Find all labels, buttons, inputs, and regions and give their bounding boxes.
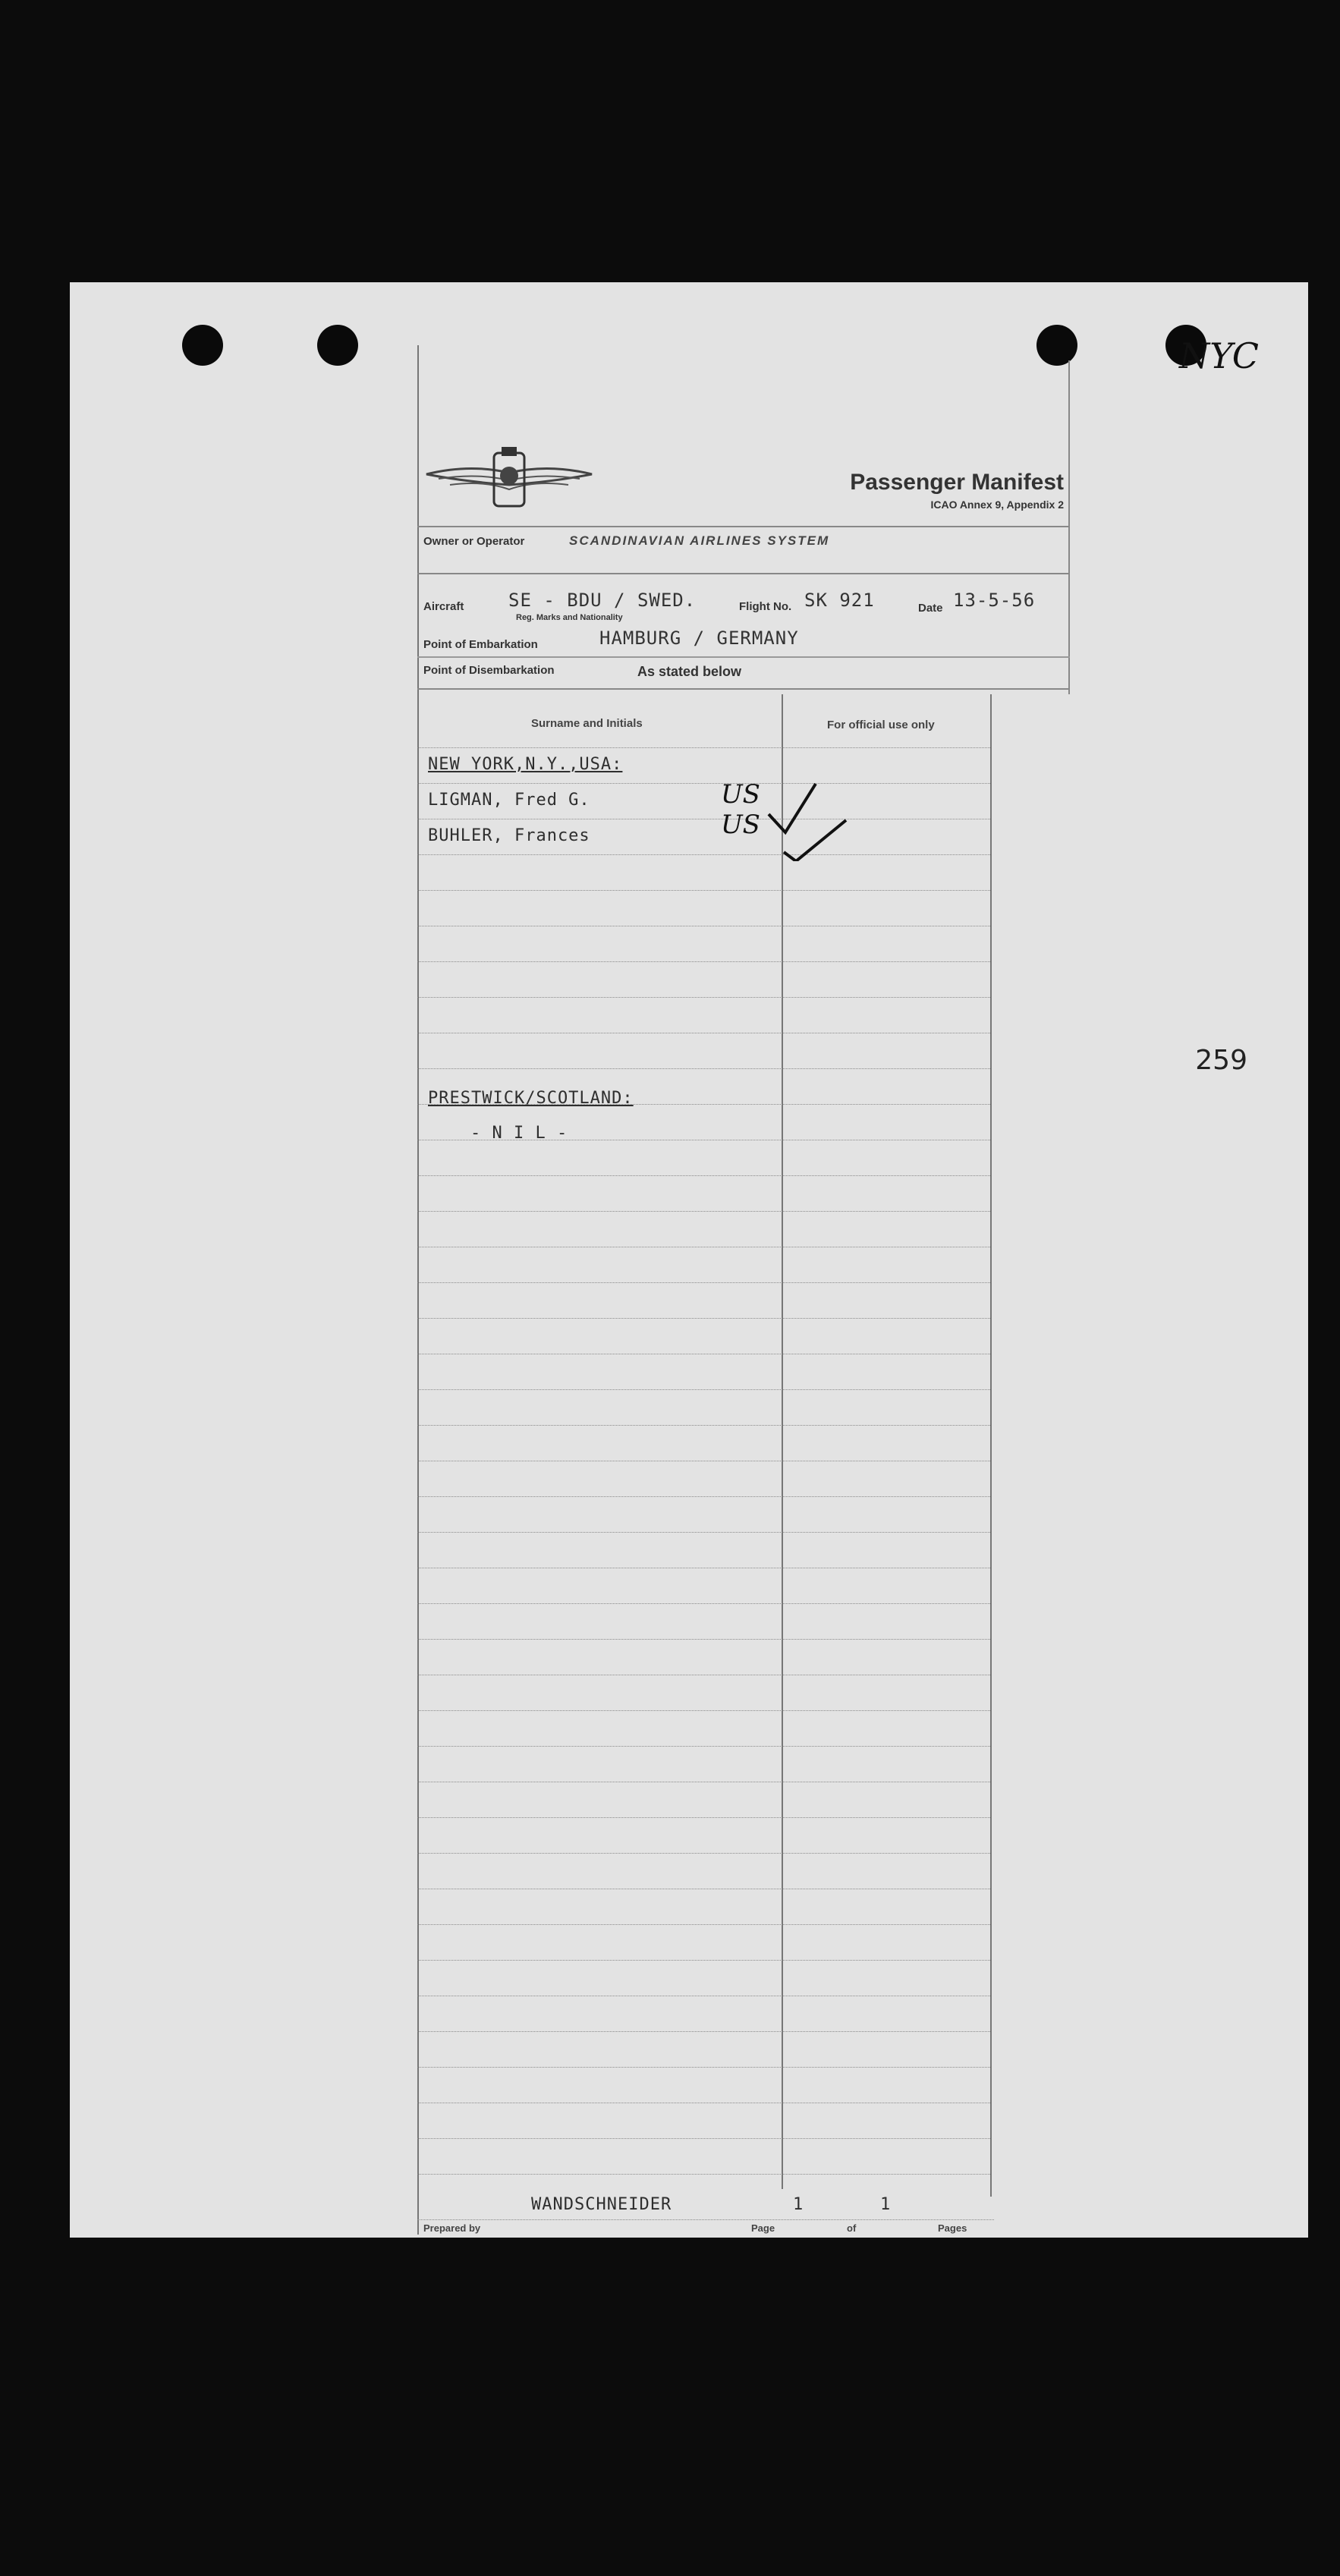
of-label: of	[847, 2222, 857, 2234]
row-rule	[417, 2031, 990, 2033]
row-rule	[417, 926, 990, 927]
flight-value: SK 921	[804, 590, 875, 611]
destination-header: PRESTWICK/SCOTLAND:	[428, 1089, 634, 1108]
row-rule	[417, 2067, 990, 2068]
form-title: Passenger Manifest	[850, 470, 1064, 495]
row-rule	[417, 1282, 990, 1284]
row-rule	[417, 1318, 990, 1319]
surname-column-header: Surname and Initials	[531, 717, 643, 730]
pages-label: Pages	[938, 2222, 967, 2234]
row-rule	[417, 1425, 990, 1426]
aircraft-label: Aircraft	[423, 600, 464, 613]
table-row: BUHLER, Frances	[428, 826, 590, 845]
checkmark-icon	[763, 770, 854, 861]
owner-value: SCANDINAVIAN AIRLINES SYSTEM	[569, 533, 830, 548]
manifest-form	[417, 345, 1070, 2235]
row-rule	[417, 1817, 990, 1819]
table-row: LIGMAN, Fred G.	[428, 791, 590, 810]
row-rule	[417, 1960, 990, 1961]
prepared-by-label: Prepared by	[423, 2222, 481, 2234]
table-row: - N I L -	[470, 1124, 568, 1143]
row-rule	[417, 1603, 990, 1605]
row-rule	[417, 1211, 990, 1213]
row-rule	[417, 2174, 990, 2175]
page-label: Page	[751, 2222, 775, 2234]
row-rule	[417, 819, 990, 820]
form-subtitle: ICAO Annex 9, Appendix 2	[930, 499, 1064, 511]
handwritten-page-number: 259	[1195, 1045, 1247, 1076]
row-rule	[417, 1033, 990, 1034]
airline-logo-icon	[423, 442, 595, 515]
page-value: 1	[793, 2195, 804, 2214]
aircraft-value: SE - BDU / SWED.	[508, 590, 697, 611]
flight-label: Flight No.	[739, 600, 792, 613]
prepared-by-value: WANDSCHNEIDER	[531, 2195, 672, 2214]
punch-hole	[317, 325, 358, 366]
embarkation-value: HAMBURG / GERMANY	[599, 627, 799, 649]
row-rule	[417, 1068, 990, 1070]
date-label: Date	[918, 602, 943, 615]
passenger-table	[417, 694, 990, 2197]
row-rule	[417, 1710, 990, 1712]
row-rule	[417, 1996, 990, 1997]
disembarkation-label: Point of Disembarkation	[423, 664, 555, 677]
punch-hole	[182, 325, 223, 366]
row-rule	[417, 1746, 990, 1747]
reg-note: Reg. Marks and Nationality	[516, 613, 623, 622]
title-block	[850, 470, 1064, 511]
row-rule	[417, 1354, 990, 1355]
row-rule	[417, 1782, 990, 1783]
row-rule	[417, 1496, 990, 1498]
row-rule	[417, 1389, 990, 1391]
row-rule	[417, 783, 990, 785]
handwritten-annotation: US	[721, 779, 760, 810]
row-rule	[417, 1853, 990, 1854]
row-rule	[417, 997, 990, 999]
owner-label: Owner or Operator	[423, 535, 525, 548]
date-value: 13-5-56	[953, 590, 1036, 611]
row-rule	[417, 1175, 990, 1177]
row-rule	[417, 1568, 990, 1569]
row-rule	[417, 747, 990, 749]
row-rule	[417, 1461, 990, 1462]
row-rule	[417, 2103, 990, 2104]
row-rule	[417, 1639, 990, 1640]
row-rule	[417, 1924, 990, 1926]
pages-total-value: 1	[880, 2195, 892, 2214]
row-rule	[417, 1675, 990, 1676]
official-use-column-header: For official use only	[827, 719, 935, 731]
row-rule	[417, 854, 990, 856]
row-rule	[417, 2138, 990, 2140]
row-rule	[417, 1532, 990, 1533]
handwritten-corner-note: NYC	[1179, 335, 1260, 376]
row-rule	[417, 1889, 990, 1890]
row-rule	[417, 890, 990, 892]
destination-header: NEW YORK,N.Y.,USA:	[428, 755, 623, 774]
disembarkation-value: As stated below	[637, 664, 742, 679]
handwritten-annotation: US	[721, 810, 760, 840]
row-rule	[417, 1247, 990, 1248]
embarkation-label: Point of Embarkation	[423, 638, 538, 651]
row-rule	[417, 961, 990, 963]
